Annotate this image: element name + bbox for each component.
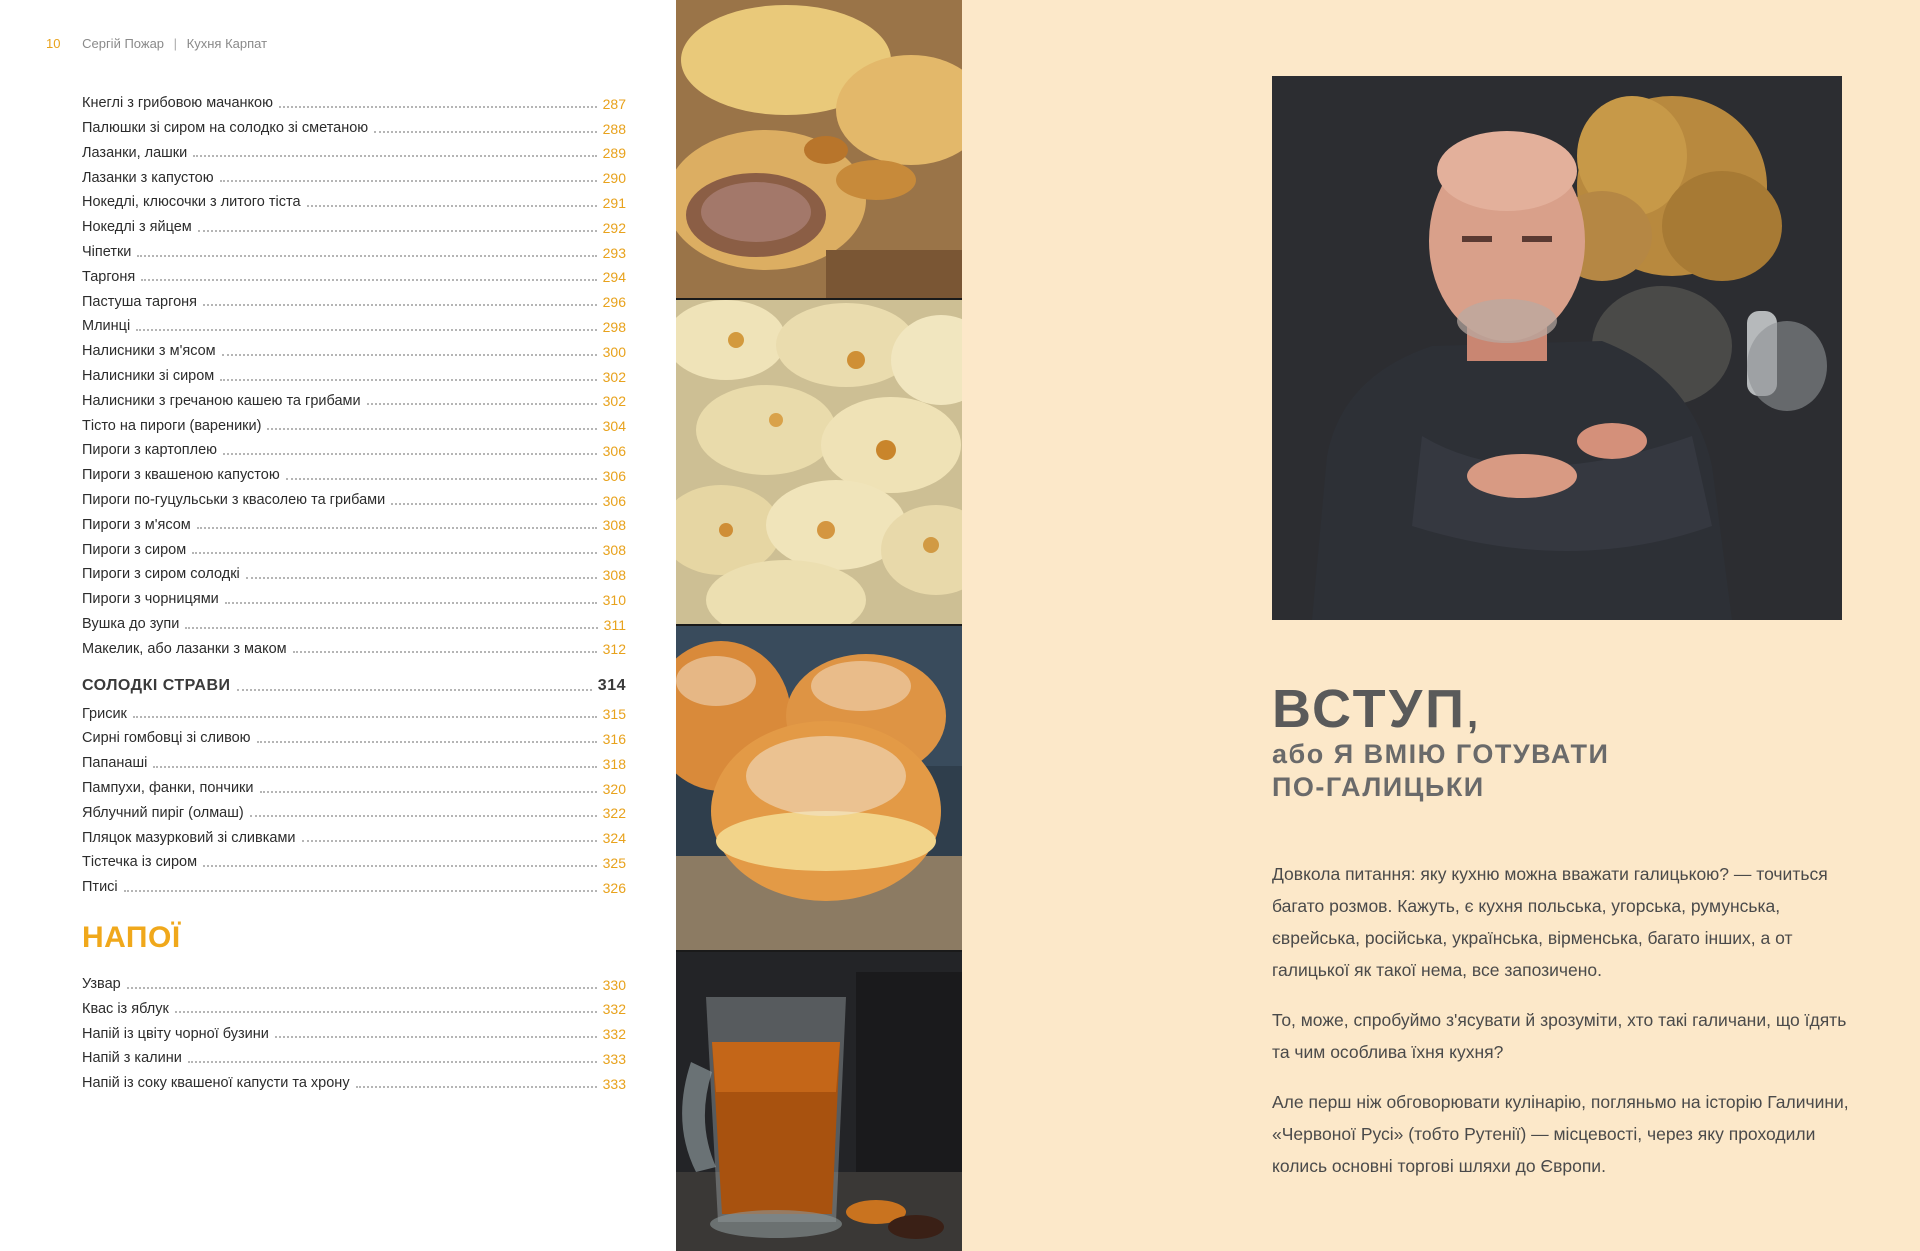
toc-section-drinks[interactable]: НАПОЇ [82,920,181,954]
toc-leader-dots [225,601,597,604]
toc-entry-page: 324 [602,830,626,847]
toc-entry-page: 302 [602,368,626,385]
toc-leader-dots [153,765,596,768]
toc-group-drinks [82,967,626,1091]
toc-entry-page: 316 [602,730,626,747]
toc-entry-title: Чіпетки [82,244,132,261]
toc-leader-dots [185,626,597,629]
toc-entry[interactable] [82,632,626,657]
toc-leader-dots [203,303,597,306]
toc-entry[interactable] [82,1066,626,1091]
toc-entry-title: Тістечка із сиром [82,854,198,871]
toc-entry-page: 325 [602,854,626,871]
toc-entry-page: 330 [602,976,626,993]
toc-entry-title: Грисик [82,705,127,722]
toc-entry-title: Пляцок мазурковий зі сливками [82,829,296,846]
toc-entry-page: 294 [602,269,626,286]
toc-section-page: 314 [597,677,626,695]
toc-entry-title: Налисники з м'ясом [82,343,216,360]
toc-leader-dots [133,715,597,718]
toc-entry-title: Напій із соку квашеної капусти та хрону [82,1075,350,1092]
toc-entry-page: 290 [602,170,626,187]
toc-entry[interactable] [82,384,626,409]
toc-entry-title: Пастуша таргоня [82,293,198,310]
toc-leader-dots [302,839,597,842]
toc-leader-dots [136,328,596,331]
toc-entry[interactable] [82,696,626,721]
toc-entry-title: Млинці [82,318,131,335]
page-number: 10 [46,36,61,51]
toc-leader-dots [192,551,596,554]
toc-entry[interactable] [82,721,626,746]
toc-entry[interactable] [82,185,626,210]
header-separator: | [173,36,178,51]
toc-leader-dots [250,814,597,817]
toc-entry-title: Налисники з гречаною кашею та грибами [82,392,361,409]
toc-entry-title: Лазанки, лашки [82,144,188,161]
toc-entry[interactable] [82,284,626,309]
toc-leader-dots [220,179,597,182]
toc-leader-dots [356,1085,597,1088]
toc-entry-page: 322 [602,805,626,822]
toc-entry[interactable] [82,160,626,185]
toc-entry-page: 289 [602,145,626,162]
toc-entry[interactable] [82,309,626,334]
toc-entry-page: 320 [602,780,626,797]
toc-entry[interactable] [82,136,626,161]
toc-section-title: СОЛОДКІ СТРАВИ [82,677,231,695]
toc-leader-dots [267,427,596,430]
toc-leader-dots [367,402,597,405]
toc-entry-title: Лазанки з капустою [82,169,214,186]
toc-entry-page: 288 [602,120,626,137]
toc-leader-dots [286,477,597,480]
toc-entry-page: 300 [602,343,626,360]
author-portrait [1272,76,1842,620]
toc-entry-page: 311 [603,616,626,633]
toc-entry-title: Яблучний пиріг (олмаш) [82,804,244,821]
toc-entry[interactable] [82,870,626,895]
toc-entry-page: 298 [602,318,626,335]
toc-group-top [82,86,626,656]
toc-entry[interactable] [82,771,626,796]
toc-leader-dots [141,278,596,281]
toc-entry[interactable] [82,557,626,582]
toc-entry-page: 306 [602,442,626,459]
toc-section-sweet[interactable] [82,666,626,694]
toc-entry-title: Сирні гомбовці зі сливою [82,730,251,747]
toc-leader-dots [222,353,597,356]
toc-entry-title: Пироги з м'ясом [82,516,191,533]
toc-leader-dots [374,130,596,133]
toc-leader-dots [223,452,597,455]
toc-entry-page: 304 [602,418,626,435]
toc-entry-title: Налисники зі сиром [82,368,215,385]
toc-entry-page: 293 [602,244,626,261]
toc-entry-title: Вушка до зупи [82,616,180,633]
toc-entry-page: 326 [602,879,626,896]
toc-leader-dots [198,229,597,232]
toc-leader-dots [197,526,597,529]
toc-entry[interactable] [82,820,626,845]
toc-entry-title: Пироги по-гуцульськи з квасолею та грибами [82,492,386,509]
toc-entry[interactable] [82,235,626,260]
toc-entry-page: 306 [602,467,626,484]
toc-entry[interactable] [82,1016,626,1041]
toc-entry-title: Птисі [82,879,118,896]
toc-leader-dots [127,986,597,989]
toc-leader-dots [188,1060,597,1063]
toc-leader-dots [124,889,597,892]
toc-leader-dots [257,740,597,743]
toc-entry-page: 310 [602,591,626,608]
toc-entry-title: Напій із цвіту чорної бузини [82,1025,269,1042]
toc-entry-page: 333 [602,1075,626,1092]
toc-entry[interactable] [82,607,626,632]
intro-body [1272,858,1852,1200]
intro-paragraph-2: То, може, спробуймо з'ясувати й зрозуміти, хто такі галичани, що їдять та чим особлива їхня кухня? [1272,1010,1847,1062]
photo-varenyky [676,300,962,624]
chapter-title [1272,679,1482,739]
toc-entry-page: 315 [602,706,626,723]
toc-entry-page: 302 [602,393,626,410]
toc-entry[interactable] [82,210,626,235]
toc-entry-page: 332 [602,1001,626,1018]
toc-entry[interactable] [82,111,626,136]
toc-leader-dots [293,650,597,653]
toc-entry[interactable] [82,433,626,458]
toc-entry-title: Квас із яблук [82,1000,169,1017]
chapter-title-comma: , [1466,692,1482,736]
toc-entry-page: 318 [602,755,626,772]
toc-leader-dots [237,688,592,691]
toc-entry[interactable] [82,483,626,508]
toc-entry-page: 291 [602,194,626,211]
toc-entry[interactable] [82,796,626,821]
toc-leader-dots [275,1035,597,1038]
toc-entry[interactable] [82,260,626,285]
book-title: Кухня Карпат [186,36,268,51]
toc-entry-title: Узвар [82,976,121,992]
toc-entry-page: 332 [602,1026,626,1043]
toc-entry-page: 308 [602,542,626,559]
photo-tea-glass [676,952,962,1251]
chapter-subtitle-line-1: або Я ВМІЮ ГОТУВАТИ [1272,739,1610,769]
toc-entry-page: 287 [602,95,626,112]
toc-entry[interactable] [82,458,626,483]
toc-entry-page: 312 [602,641,626,658]
toc-entry[interactable] [82,582,626,607]
running-header [46,36,267,51]
toc-leader-dots [175,1010,597,1013]
toc-entry-page: 292 [602,219,626,236]
toc-entry-title: Напій з калини [82,1050,182,1067]
toc-entry-title: Макелик, або лазанки з маком [82,640,287,657]
chapter-title-text: ВСТУП [1272,679,1467,739]
toc-entry-page: 308 [602,517,626,534]
toc-leader-dots [220,378,596,381]
toc-leader-dots [279,105,597,108]
toc-entry-title: Палюшки зі сиром на солодко зі сметаною [82,120,369,137]
toc-entry[interactable] [82,334,626,359]
toc-entry-page: 296 [602,294,626,311]
toc-entry[interactable] [82,967,626,992]
toc-entry[interactable] [82,408,626,433]
toc-leader-dots [203,864,597,867]
toc-entry[interactable] [82,1041,626,1066]
toc-entry-title: Пампухи, фанки, пончики [82,780,254,797]
toc-entry-title: Пироги з картоплею [82,442,218,459]
table-of-contents [82,86,626,1091]
toc-leader-dots [193,154,596,157]
left-page [0,0,676,1251]
toc-leader-dots [391,502,596,505]
toc-leader-dots [246,576,597,579]
toc-entry[interactable] [82,746,626,771]
photo-doughnuts [676,626,962,950]
toc-leader-dots [307,204,597,207]
chapter-subtitle [1272,738,1832,804]
toc-group-sweet [82,696,626,894]
intro-paragraph-1: Довкола питання: яку кухню можна вважати галицькою? — точиться багато розмов. Кажуть, є кухня польська, угорська, румунська, єврейська, російська, українська, вірменська, багато інших, а от галицької як такої нема, все запозичено. [1272,864,1828,980]
toc-entry-page: 308 [602,566,626,583]
toc-entry[interactable] [82,845,626,870]
toc-leader-dots [260,790,597,793]
toc-entry[interactable] [82,532,626,557]
author-name: Сергій Пожар [82,36,165,51]
toc-entry-title: Нокедлі з яйцем [82,219,192,236]
photo-stuffed-pancakes [676,0,962,298]
toc-entry[interactable] [82,508,626,533]
toc-entry[interactable] [82,86,626,111]
toc-entry-title: Пироги з квашеною капустою [82,467,280,484]
toc-entry-page: 306 [602,492,626,509]
toc-entry[interactable] [82,359,626,384]
toc-entry[interactable] [82,992,626,1017]
toc-entry-title: Нокедлі, клюсочки з литого тіста [82,194,301,211]
right-page [962,0,1920,1251]
toc-leader-dots [137,254,596,257]
toc-entry-title: Папанаші [82,755,148,772]
toc-entry-title: Пироги з чорницями [82,591,219,608]
toc-entry-title: Тісто на пироги (вареники) [82,417,262,434]
intro-paragraph-3: Але перш ніж обговорювати кулінарію, погляньмо на історію Галичини, «Червоної Русі» (тобто Рутенії) — місцевості, через яку проходили колись основні торгові шляхи до Європи. [1272,1092,1849,1176]
toc-entry-page: 333 [602,1050,626,1067]
toc-entry-title: Пироги з сиром [82,541,187,558]
toc-entry-title: Кнеглі з грибовою мачанкою [82,95,273,112]
photo-strip [676,0,962,1251]
chapter-subtitle-line-2: ПО-ГАЛИЦЬКИ [1272,772,1485,802]
toc-entry-title: Таргоня [82,268,136,285]
toc-entry-title: Пироги з сиром солодкі [82,566,240,583]
